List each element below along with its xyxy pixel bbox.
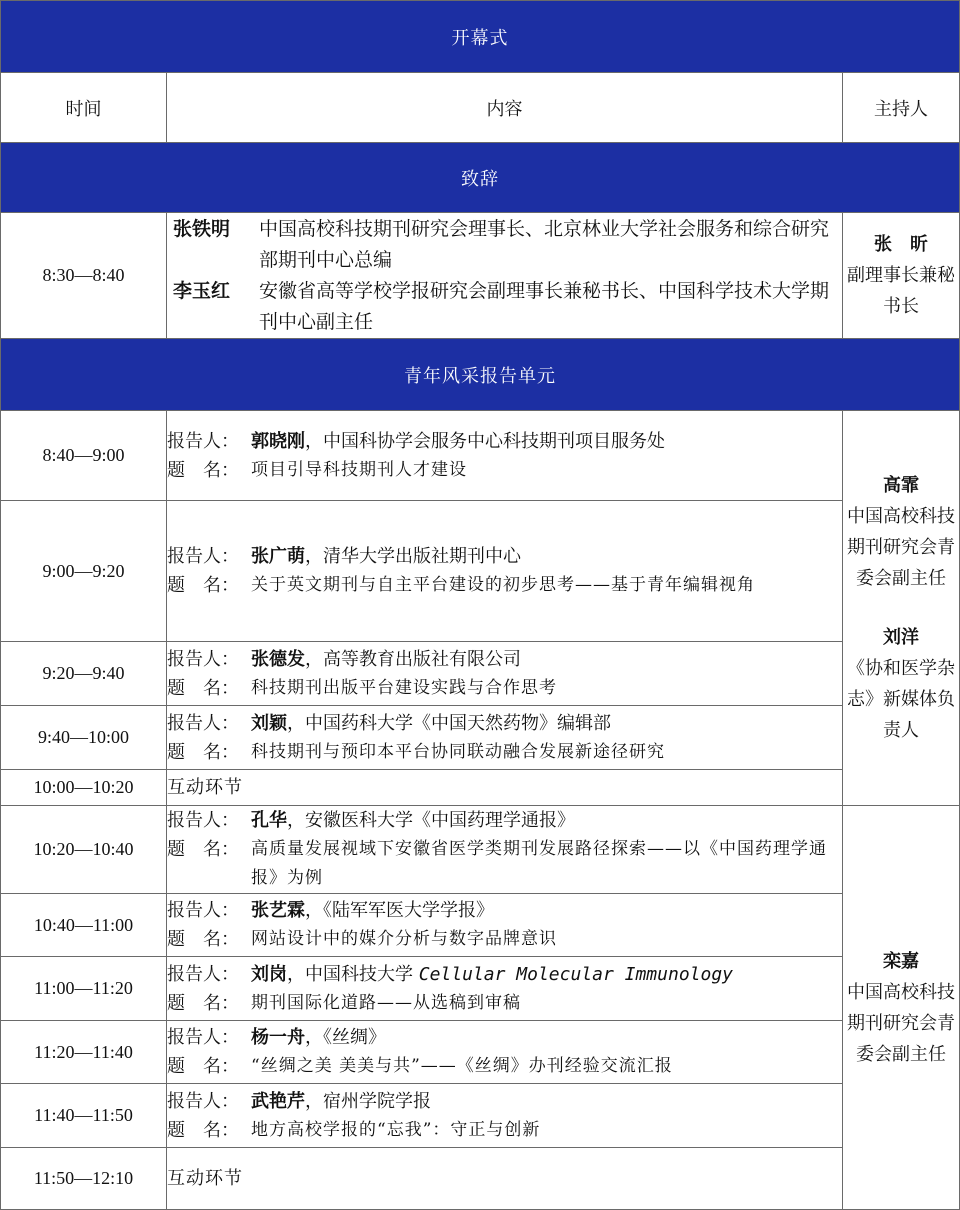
speaker-affiliation: ，清华大学出版社期刊中心 bbox=[305, 546, 521, 567]
speaker-affiliation: ，中国科技大学 bbox=[287, 963, 419, 985]
header-content: 内容 bbox=[167, 73, 843, 143]
topic-label: 题 名： bbox=[167, 575, 239, 596]
reporter-label: 报告人： bbox=[167, 1027, 239, 1048]
speech-speaker bbox=[169, 276, 834, 338]
host-title: 中国高校科技期刊研究会青委会副主任 bbox=[847, 981, 955, 1065]
session-content bbox=[167, 501, 843, 642]
session-content bbox=[167, 642, 843, 706]
session-content bbox=[167, 806, 843, 894]
topic-title: 高质量发展视域下安徽省医学类期刊发展路径探索——以《中国药理学通报》为例 bbox=[251, 839, 827, 888]
reporter-label: 报告人： bbox=[167, 1090, 239, 1112]
speaker-name: 刘岗 bbox=[251, 963, 287, 985]
opening-banner: 开幕式 bbox=[1, 1, 960, 73]
host-title: 中国高校科技期刊研究会青委会副主任 bbox=[847, 506, 955, 589]
topic-label: 题 名： bbox=[167, 992, 239, 1014]
speech-host bbox=[843, 213, 960, 339]
reporter-label: 报告人： bbox=[167, 430, 239, 452]
header-host: 主持人 bbox=[843, 73, 960, 143]
session-content bbox=[167, 894, 843, 957]
topic-label: 题 名： bbox=[167, 1119, 239, 1141]
speaker-name: 武艳芹 bbox=[251, 1090, 305, 1112]
session-row bbox=[1, 1021, 960, 1084]
youth-banner: 青年风采报告单元 bbox=[1, 339, 960, 411]
speaker-affiliation: ，宿州学院学报 bbox=[305, 1090, 431, 1112]
topic-title: 科技期刊与预印本平台协同联动融合发展新途径研究 bbox=[251, 741, 665, 762]
speech-content bbox=[167, 213, 843, 339]
host-title: 副理事长兼秘书长 bbox=[847, 265, 955, 317]
speaker-affiliation: ，安徽医科大学《中国药理学通报》 bbox=[287, 810, 575, 831]
journal-name: Cellular Molecular Immunology bbox=[418, 963, 734, 985]
speaker-name: 杨一舟 bbox=[251, 1027, 305, 1048]
session-time: 9:40—10:00 bbox=[1, 706, 167, 770]
session-time: 9:20—9:40 bbox=[1, 642, 167, 706]
session-time: 11:50—12:10 bbox=[1, 1148, 167, 1210]
session-content bbox=[167, 957, 843, 1021]
speech-speaker bbox=[169, 214, 834, 276]
session-time: 11:20—11:40 bbox=[1, 1021, 167, 1084]
interactive-label: 互动环节 bbox=[167, 770, 843, 806]
host-name: 刘洋 bbox=[883, 627, 919, 648]
youth-host-cell bbox=[843, 411, 960, 806]
session-time: 10:40—11:00 bbox=[1, 894, 167, 957]
session-row bbox=[1, 806, 960, 894]
reporter-label: 报告人： bbox=[167, 648, 239, 670]
speaker-name: 张艺霖 bbox=[251, 900, 305, 921]
host-name: 高霏 bbox=[883, 475, 919, 496]
interactive-label: 互动环节 bbox=[167, 1148, 843, 1210]
session-content bbox=[167, 1084, 843, 1148]
speaker-affiliation: ，《丝绸》 bbox=[305, 1027, 386, 1048]
session-row bbox=[1, 770, 960, 806]
speaker-affiliation: ，《陆军军医大学学报》 bbox=[305, 900, 494, 921]
topic-title: 网站设计中的媒介分析与数字品牌意识 bbox=[251, 929, 557, 949]
session-time: 11:40—11:50 bbox=[1, 1084, 167, 1148]
topic-title: 地方高校学报的“忘我”：守正与创新 bbox=[251, 1119, 541, 1140]
host-title: 《协和医学杂志》新媒体负责人 bbox=[847, 658, 955, 741]
reporter-label: 报告人： bbox=[167, 900, 239, 921]
topic-label: 题 名： bbox=[167, 839, 239, 860]
session-time: 11:00—11:20 bbox=[1, 957, 167, 1021]
speech-row bbox=[1, 213, 960, 339]
session-content bbox=[167, 1021, 843, 1084]
session-content bbox=[167, 411, 843, 501]
header-time: 时间 bbox=[1, 73, 167, 143]
session-row bbox=[1, 1084, 960, 1148]
session-row bbox=[1, 501, 960, 642]
speaker-name: 李玉红 bbox=[173, 279, 231, 302]
topic-title: 科技期刊出版平台建设实践与合作思考 bbox=[251, 677, 557, 698]
topic-label: 题 名： bbox=[167, 677, 239, 699]
session-row bbox=[1, 706, 960, 770]
speaker-name: 刘颖 bbox=[251, 712, 287, 734]
reporter-label: 报告人： bbox=[167, 546, 239, 567]
reporter-label: 报告人： bbox=[167, 810, 239, 831]
session-row bbox=[1, 957, 960, 1021]
speaker-affiliation: ，中国药科大学《中国天然药物》编辑部 bbox=[287, 712, 611, 734]
topic-title: “丝绸之美 美美与共”——《丝绸》办刊经验交流汇报 bbox=[251, 1056, 673, 1076]
speech-banner: 致辞 bbox=[1, 143, 960, 213]
session-row bbox=[1, 642, 960, 706]
topic-title: 期刊国际化道路——从选稿到审稿 bbox=[251, 992, 521, 1013]
session-time: 9:00—9:20 bbox=[1, 501, 167, 642]
topic-label: 题 名： bbox=[167, 1056, 239, 1077]
topic-label: 题 名： bbox=[167, 929, 239, 950]
speaker-name: 张德发 bbox=[251, 648, 305, 670]
host-name: 栾嘉 bbox=[883, 950, 919, 972]
topic-title: 关于英文期刊与自主平台建设的初步思考——基于青年编辑视角 bbox=[251, 575, 755, 595]
reporter-label: 报告人： bbox=[167, 963, 239, 985]
topic-label: 题 名： bbox=[167, 459, 239, 481]
topic-label: 题 名： bbox=[167, 741, 239, 763]
speaker-name: 孔华 bbox=[251, 810, 287, 831]
speaker-affiliation: ，高等教育出版社有限公司 bbox=[305, 648, 521, 670]
speaker-name: 郭晓刚 bbox=[251, 430, 305, 452]
session-row bbox=[1, 411, 960, 501]
host-name: 张 昕 bbox=[874, 234, 928, 255]
speaker-affiliation: ，中国科协学会服务中心科技期刊项目服务处 bbox=[305, 430, 665, 452]
speaker-desc: 中国高校科技期刊研究会理事长、北京林业大学社会服务和综合研究部期刊中心总编 bbox=[259, 217, 830, 271]
session-row bbox=[1, 1148, 960, 1210]
session-content bbox=[167, 706, 843, 770]
speaker-name: 张广萌 bbox=[251, 546, 305, 567]
topic-title: 项目引导科技期刊人才建设 bbox=[251, 459, 467, 480]
session-time: 10:20—10:40 bbox=[1, 806, 167, 894]
session-row bbox=[1, 894, 960, 957]
speech-time: 8:30—8:40 bbox=[1, 213, 167, 339]
session-time: 8:40—9:00 bbox=[1, 411, 167, 501]
speaker-name: 张铁明 bbox=[173, 217, 231, 240]
session-time: 10:00—10:20 bbox=[1, 770, 167, 806]
header-row bbox=[1, 73, 960, 143]
reporter-label: 报告人： bbox=[167, 712, 239, 734]
speaker-desc: 安徽省高等学校学报研究会副理事长兼秘书长、中国科学技术大学期刊中心副主任 bbox=[259, 279, 830, 333]
youth-host-cell bbox=[843, 806, 960, 1210]
